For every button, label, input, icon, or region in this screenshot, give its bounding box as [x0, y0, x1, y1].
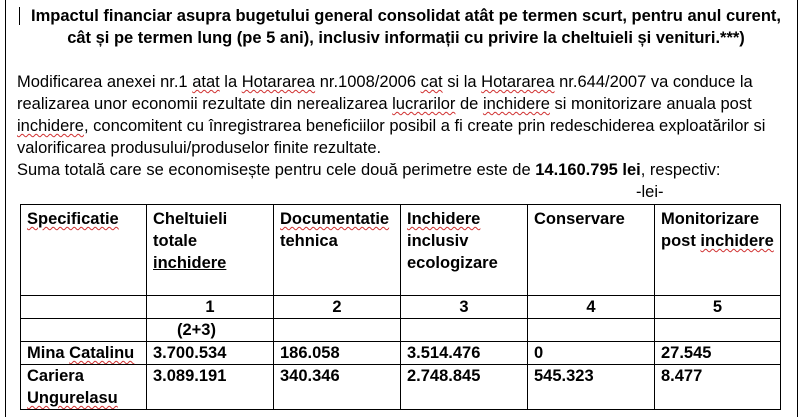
- table-cell: 5: [655, 296, 781, 319]
- row-label: Cariera: [27, 367, 84, 385]
- total-savings-line: [17, 159, 795, 181]
- spellcheck-word[interactable]: Hotararea: [241, 73, 316, 91]
- table-cell: [21, 319, 147, 342]
- text-run: nr.1008/2006: [315, 73, 421, 91]
- header-text: inchidere: [700, 232, 774, 250]
- header-text: Inchidere: [407, 210, 481, 228]
- text-run: si monitorizare anuala post: [549, 95, 752, 113]
- table-cell: 3.514.476: [401, 342, 528, 365]
- table-cell: 340.346: [274, 365, 401, 410]
- unit-label: -lei-: [636, 183, 664, 201]
- page-left-border: [5, 0, 6, 417]
- table-cell: 0: [528, 342, 655, 365]
- row-label: Catalinu: [69, 344, 135, 362]
- header-text: Cheltuieli: [153, 210, 228, 228]
- text-run: Modificarea anexei nr.1: [17, 73, 193, 91]
- header-inchidere: [401, 205, 528, 296]
- table-cell: [274, 319, 401, 342]
- table-row: [21, 365, 781, 410]
- table-cell: [655, 319, 781, 342]
- header-monitorizare: [655, 205, 781, 296]
- header-text: Documentatie: [280, 210, 390, 228]
- header-specificatie: [21, 205, 147, 296]
- column-number-row: [21, 296, 781, 319]
- header-documentatie: [274, 205, 401, 296]
- header-text: inchidere: [153, 254, 227, 272]
- header-text: Specificatie: [27, 210, 119, 228]
- total-amount: 14.160.795 lei: [535, 161, 641, 179]
- spellcheck-word[interactable]: atat: [192, 73, 220, 91]
- formula-text: (2+3): [177, 321, 216, 339]
- text-run: la: [219, 73, 242, 91]
- table-cell: 3.089.191: [147, 365, 274, 410]
- header-text: post: [661, 232, 701, 250]
- text-run: si la: [442, 73, 482, 91]
- text-run: de: [455, 95, 483, 113]
- table-cell: 27.545: [655, 342, 781, 365]
- body-paragraph: [17, 71, 795, 159]
- table-cell: 2.748.845: [401, 365, 528, 410]
- header-text: totale: [153, 232, 198, 250]
- table-cell: [21, 296, 147, 319]
- table-header-row: [21, 205, 781, 296]
- table-cell: 3: [401, 296, 528, 319]
- table-cell: 545.323: [528, 365, 655, 410]
- table-cell: [147, 319, 274, 342]
- formula-row: [21, 319, 781, 342]
- spellcheck-word[interactable]: Hotararea: [481, 73, 555, 91]
- savings-table: [20, 204, 781, 410]
- table-cell: 4: [528, 296, 655, 319]
- table-cell: [528, 319, 655, 342]
- header-text: ecologizare: [407, 254, 498, 272]
- spellcheck-word[interactable]: lucrarilor: [392, 95, 456, 113]
- row-label-cell: [21, 342, 147, 365]
- table-cell: [401, 319, 528, 342]
- table-row: [21, 342, 781, 365]
- table-cell: 1: [147, 296, 274, 319]
- header-conservare: [528, 205, 655, 296]
- row-label: Mina: [27, 344, 70, 362]
- header-text: inclusiv: [407, 232, 469, 250]
- table-cell: 2: [274, 296, 401, 319]
- table-cell: 186.058: [274, 342, 401, 365]
- page-right-border: [797, 0, 798, 417]
- spellcheck-word[interactable]: inchidere: [482, 95, 550, 113]
- section-title: Impactul financiar asupra bugetului general consolidat atât pe termen scurt, pentru anul curent, cât și pe termen lung (pe 5 ani), inclusiv informații cu privire la cheltuieli și venituri.***): [31, 7, 781, 47]
- header-cheltuieli: [147, 205, 274, 296]
- spellcheck-word[interactable]: cat: [420, 73, 443, 91]
- text-run: , respectiv:: [640, 161, 721, 179]
- row-label: Ungurelasu: [27, 389, 118, 407]
- text-run: Suma totală care se economisește pentru cele două perimetre este de: [17, 161, 536, 179]
- table-cell: 3.700.534: [147, 342, 274, 365]
- text-run: nr.644/2007 va conduce la realizarea unor economii rezultate din nerealizarea: [17, 73, 753, 113]
- header-text: Monitorizare: [661, 210, 760, 228]
- table-cell: 8.477: [655, 365, 781, 410]
- header-text: tehnica: [280, 232, 338, 250]
- header-text: Conservare: [534, 210, 625, 228]
- spellcheck-word[interactable]: inchidere: [17, 117, 84, 135]
- text-run: , concomitent cu înregistrarea beneficiilor posibil a fi create prin redeschiderea exploatărilor si valorificarea produsului/produselor finite rezultate.: [17, 117, 766, 157]
- row-label-cell: [21, 365, 147, 410]
